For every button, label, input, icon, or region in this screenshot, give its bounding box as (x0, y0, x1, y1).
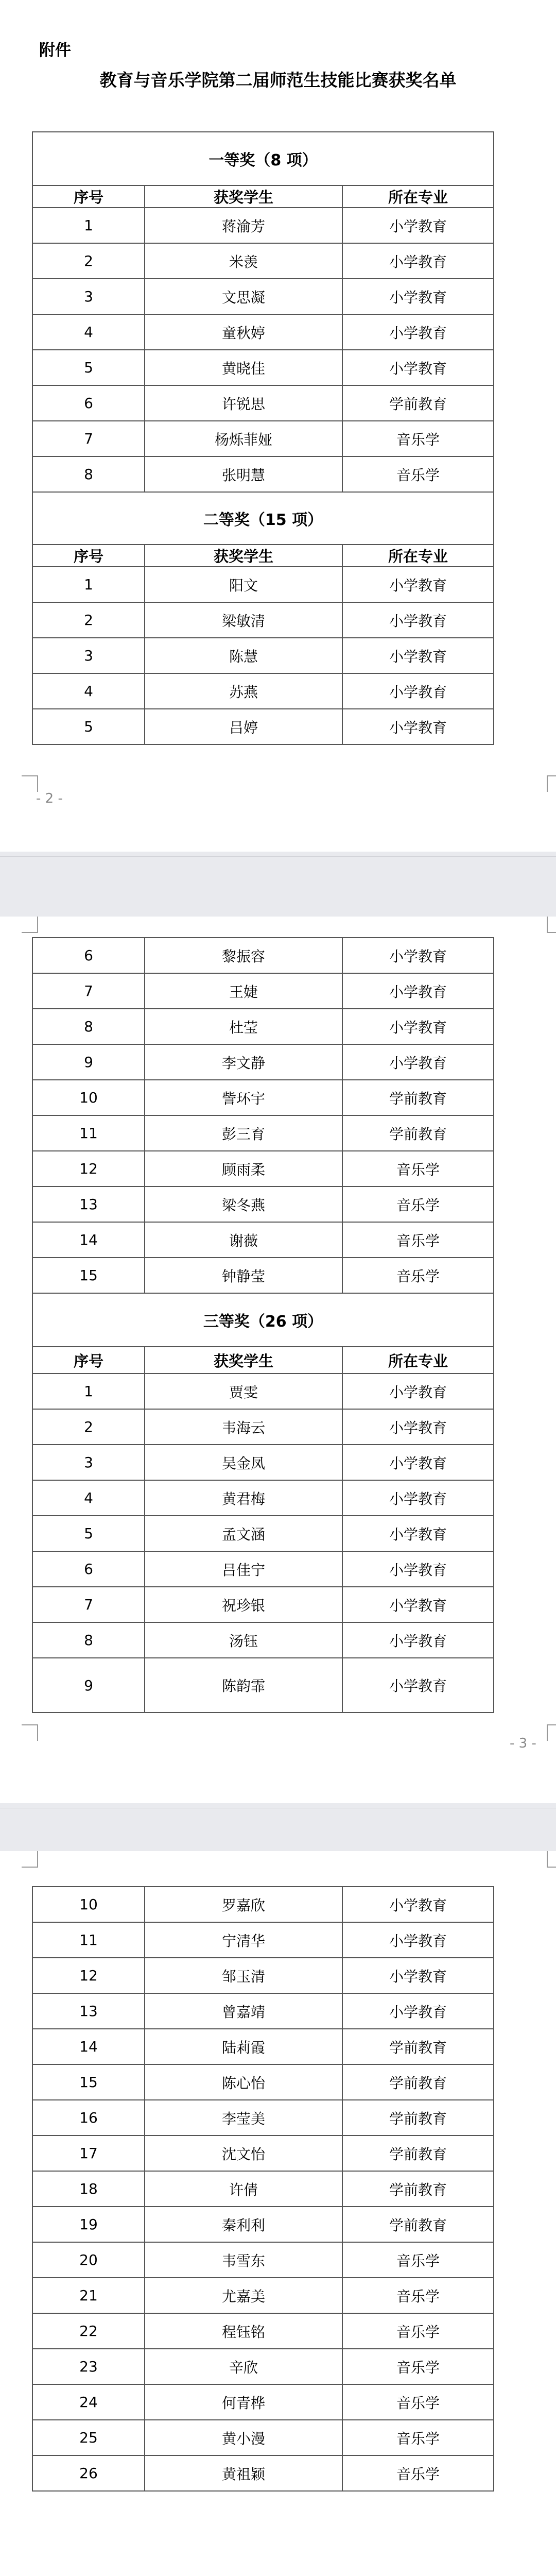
section-title-first-prize: 一等奖（8 项） (32, 132, 494, 185)
cell-student-name: 邹玉清 (145, 1958, 342, 1993)
cell-index: 8 (32, 1009, 145, 1044)
cell-index: 1 (32, 1374, 145, 1409)
cell-index: 13 (32, 1993, 145, 2029)
cell-major: 小学教育 (342, 1445, 494, 1480)
first-prize-rows (32, 208, 494, 492)
cell-index: 16 (32, 2100, 145, 2136)
cell-student-name: 汤钰 (145, 1622, 342, 1658)
cell-major: 音乐学 (342, 2278, 494, 2313)
table-row (32, 456, 494, 492)
cell-student-name: 宁清华 (145, 1922, 342, 1958)
third-prize-rows-page-3 (32, 1374, 494, 1658)
cell-major: 音乐学 (342, 2420, 494, 2455)
cell-major: 学前教育 (342, 2207, 494, 2242)
cell-index: 17 (32, 2136, 145, 2171)
table-header-row (32, 545, 494, 567)
cell-student-name: 米羡 (145, 243, 342, 279)
table-row (32, 2349, 494, 2384)
table-row (32, 1151, 494, 1187)
crop-mark (547, 775, 556, 792)
cell-index: 23 (32, 2349, 145, 2384)
cell-student-name: 陈韵霏 (145, 1658, 342, 1713)
table-row (32, 1658, 494, 1713)
cell-student-name: 梁冬燕 (145, 1187, 342, 1222)
cell-index: 15 (32, 2064, 145, 2100)
cell-major: 学前教育 (342, 2136, 494, 2171)
header-index: 序号 (32, 185, 145, 208)
cell-major: 小学教育 (342, 1587, 494, 1622)
table-row (32, 2136, 494, 2171)
awards-table-body-page-2 (32, 132, 494, 208)
cell-index: 6 (32, 1551, 145, 1587)
cell-student-name: 訾环宇 (145, 1080, 342, 1115)
cell-index: 22 (32, 2313, 145, 2349)
cell-major: 音乐学 (342, 1258, 494, 1293)
cell-student-name: 黄小漫 (145, 2420, 342, 2455)
cell-index: 26 (32, 2455, 145, 2491)
cell-major: 小学教育 (342, 638, 494, 673)
cell-index: 2 (32, 1409, 145, 1445)
cell-student-name: 蒋渝芳 (145, 208, 342, 243)
cell-major: 小学教育 (342, 243, 494, 279)
cell-index: 9 (32, 1658, 145, 1713)
table-row (32, 1080, 494, 1115)
cell-major: 小学教育 (342, 350, 494, 385)
cell-index: 8 (32, 456, 145, 492)
table-row (32, 1551, 494, 1587)
table-row (32, 638, 494, 673)
cell-student-name: 阳文 (145, 567, 342, 602)
cell-student-name: 韦雪东 (145, 2242, 342, 2278)
cell-major: 音乐学 (342, 421, 494, 456)
cell-student-name: 钟静莹 (145, 1258, 342, 1293)
table-row (32, 208, 494, 243)
section-row-second-prize (32, 492, 494, 545)
cell-student-name: 李文静 (145, 1044, 342, 1080)
cell-student-name: 李莹美 (145, 2100, 342, 2136)
table-row (32, 1587, 494, 1622)
cell-major: 学前教育 (342, 1080, 494, 1115)
cell-major: 音乐学 (342, 2455, 494, 2491)
cell-index: 13 (32, 1187, 145, 1222)
table-row (32, 2455, 494, 2491)
second-prize-rows-page-3 (32, 938, 494, 1293)
table-row (32, 279, 494, 314)
cell-major: 音乐学 (342, 2349, 494, 2384)
cell-student-name: 曾嘉靖 (145, 1993, 342, 2029)
cell-index: 14 (32, 1222, 145, 1258)
cell-major: 小学教育 (342, 709, 494, 744)
cell-major: 小学教育 (342, 1009, 494, 1044)
table-row (32, 2207, 494, 2242)
cell-major: 小学教育 (342, 1922, 494, 1958)
table-row (32, 2064, 494, 2100)
cell-major: 音乐学 (342, 2384, 494, 2420)
cell-index: 10 (32, 1080, 145, 1115)
table-row (32, 1374, 494, 1409)
table-row (32, 1622, 494, 1658)
cell-index: 7 (32, 973, 145, 1009)
cell-index: 1 (32, 567, 145, 602)
cell-major: 音乐学 (342, 2313, 494, 2349)
cell-index: 6 (32, 385, 145, 421)
cell-major: 音乐学 (342, 1222, 494, 1258)
cell-major: 小学教育 (342, 602, 494, 638)
cell-student-name: 祝珍银 (145, 1587, 342, 1622)
table-row (32, 1445, 494, 1480)
cell-major: 音乐学 (342, 1187, 494, 1222)
cell-index: 10 (32, 1887, 145, 1922)
section-title-third-prize: 三等奖（26 项） (32, 1293, 494, 1347)
section-title-second-prize: 二等奖（15 项） (32, 492, 494, 545)
crop-mark (22, 1851, 38, 1868)
cell-index: 7 (32, 1587, 145, 1622)
cell-index: 7 (32, 421, 145, 456)
table-row (32, 2313, 494, 2349)
page-number: - 2 - (36, 791, 63, 806)
cell-student-name: 顾雨柔 (145, 1151, 342, 1187)
cell-index: 18 (32, 2171, 145, 2207)
cell-index: 9 (32, 1044, 145, 1080)
awards-table-page-4 (32, 1886, 494, 2492)
second-prize-head (32, 492, 494, 567)
cell-major: 小学教育 (342, 973, 494, 1009)
cell-major: 小学教育 (342, 279, 494, 314)
table-row (32, 1409, 494, 1445)
cell-index: 25 (32, 2420, 145, 2455)
table-row (32, 1887, 494, 1922)
cell-student-name: 童秋婷 (145, 314, 342, 350)
cell-student-name: 梁敏清 (145, 602, 342, 638)
third-prize-rows-page-4 (32, 1887, 494, 2491)
table-row (32, 421, 494, 456)
cell-major: 小学教育 (342, 1958, 494, 1993)
cell-student-name: 秦利利 (145, 2207, 342, 2242)
cell-index: 12 (32, 1151, 145, 1187)
document-page-2 (0, 0, 556, 852)
table-row (32, 973, 494, 1009)
header-student: 获奖学生 (145, 545, 342, 567)
header-major: 所在专业 (342, 185, 494, 208)
cell-student-name: 陆莉霞 (145, 2029, 342, 2064)
crop-mark (547, 917, 556, 933)
cell-index: 2 (32, 602, 145, 638)
section-row-first-prize (32, 132, 494, 185)
cell-index: 12 (32, 1958, 145, 1993)
table-row (32, 938, 494, 973)
header-major: 所在专业 (342, 545, 494, 567)
cell-index: 1 (32, 208, 145, 243)
cell-major: 小学教育 (342, 1887, 494, 1922)
cell-student-name: 彭三育 (145, 1115, 342, 1151)
table-header-row (32, 1347, 494, 1374)
cell-index: 4 (32, 1480, 145, 1516)
cell-index: 14 (32, 2029, 145, 2064)
document-title: 教育与音乐学院第二届师范生技能比赛获奖名单 (99, 70, 457, 90)
header-index: 序号 (32, 545, 145, 567)
header-student: 获奖学生 (145, 185, 342, 208)
cell-major: 小学教育 (342, 208, 494, 243)
header-index: 序号 (32, 1347, 145, 1374)
awards-table-page-3 (32, 937, 494, 1713)
cell-index: 5 (32, 1516, 145, 1551)
cell-major: 小学教育 (342, 673, 494, 709)
cell-student-name: 陈心怡 (145, 2064, 342, 2100)
crop-mark (22, 1724, 38, 1741)
table-row (32, 1187, 494, 1222)
cell-index: 19 (32, 2207, 145, 2242)
cell-major: 学前教育 (342, 2100, 494, 2136)
cell-index: 11 (32, 1922, 145, 1958)
third-prize-rows-page-3-tall (32, 1658, 494, 1713)
cell-index: 21 (32, 2278, 145, 2313)
table-row (32, 2029, 494, 2064)
cell-student-name: 许锐思 (145, 385, 342, 421)
cell-major: 学前教育 (342, 2064, 494, 2100)
cell-major: 小学教育 (342, 1622, 494, 1658)
cell-student-name: 杜莹 (145, 1009, 342, 1044)
crop-mark (547, 1851, 556, 1868)
cell-major: 小学教育 (342, 1480, 494, 1516)
third-prize-head (32, 1293, 494, 1374)
second-prize-rows-page-2 (32, 567, 494, 744)
cell-major: 学前教育 (342, 1115, 494, 1151)
table-row (32, 1958, 494, 1993)
cell-student-name: 程钰铭 (145, 2313, 342, 2349)
cell-major: 小学教育 (342, 1658, 494, 1713)
crop-mark (22, 775, 38, 792)
cell-student-name: 陈慧 (145, 638, 342, 673)
cell-student-name: 吕婷 (145, 709, 342, 744)
document-page-3 (0, 917, 556, 1803)
cell-student-name: 尤嘉美 (145, 2278, 342, 2313)
cell-index: 20 (32, 2242, 145, 2278)
cell-major: 小学教育 (342, 314, 494, 350)
cell-index: 24 (32, 2384, 145, 2420)
cell-student-name: 何青桦 (145, 2384, 342, 2420)
cell-major: 学前教育 (342, 2029, 494, 2064)
table-row (32, 1009, 494, 1044)
table-row (32, 314, 494, 350)
cell-major: 音乐学 (342, 456, 494, 492)
cell-major: 小学教育 (342, 1374, 494, 1409)
cell-student-name: 苏燕 (145, 673, 342, 709)
cell-index: 2 (32, 243, 145, 279)
table-row (32, 709, 494, 744)
cell-index: 5 (32, 709, 145, 744)
table-row (32, 1516, 494, 1551)
table-row (32, 2242, 494, 2278)
cell-major: 小学教育 (342, 938, 494, 973)
cell-index: 4 (32, 314, 145, 350)
table-row (32, 350, 494, 385)
page-separator (0, 856, 556, 857)
cell-major: 学前教育 (342, 385, 494, 421)
table-row (32, 567, 494, 602)
table-row (32, 385, 494, 421)
cell-index: 11 (32, 1115, 145, 1151)
header-major: 所在专业 (342, 1347, 494, 1374)
awards-table-page-2 (32, 131, 494, 745)
cell-student-name: 沈文怡 (145, 2136, 342, 2171)
cell-major: 音乐学 (342, 1151, 494, 1187)
table-row (32, 2384, 494, 2420)
cell-student-name: 韦海云 (145, 1409, 342, 1445)
table-row (32, 1115, 494, 1151)
cell-major: 小学教育 (342, 1409, 494, 1445)
cell-student-name: 辛欣 (145, 2349, 342, 2384)
table-row (32, 2100, 494, 2136)
cell-major: 小学教育 (342, 1551, 494, 1587)
crop-mark (547, 1724, 556, 1741)
table-row (32, 1044, 494, 1080)
cell-index: 3 (32, 279, 145, 314)
cell-student-name: 孟文涵 (145, 1516, 342, 1551)
cell-major: 小学教育 (342, 1516, 494, 1551)
cell-student-name: 杨烁菲娅 (145, 421, 342, 456)
cell-index: 4 (32, 673, 145, 709)
cell-index: 5 (32, 350, 145, 385)
table-row (32, 1480, 494, 1516)
attachment-label: 附件 (39, 41, 71, 60)
cell-student-name: 贾雯 (145, 1374, 342, 1409)
cell-student-name: 黎振容 (145, 938, 342, 973)
header-student: 获奖学生 (145, 1347, 342, 1374)
table-row (32, 243, 494, 279)
cell-major: 音乐学 (342, 2242, 494, 2278)
page-number: - 3 - (510, 1736, 536, 1751)
table-row (32, 2171, 494, 2207)
table-row (32, 1993, 494, 2029)
cell-major: 小学教育 (342, 1044, 494, 1080)
cell-student-name: 文思凝 (145, 279, 342, 314)
cell-student-name: 许倩 (145, 2171, 342, 2207)
cell-index: 6 (32, 938, 145, 973)
table-header-row (32, 185, 494, 208)
table-row (32, 2420, 494, 2455)
table-row (32, 602, 494, 638)
cell-student-name: 黄君梅 (145, 1480, 342, 1516)
section-row-third-prize (32, 1293, 494, 1347)
table-row (32, 1922, 494, 1958)
cell-index: 3 (32, 1445, 145, 1480)
cell-student-name: 罗嘉欣 (145, 1887, 342, 1922)
cell-index: 3 (32, 638, 145, 673)
cell-major: 小学教育 (342, 567, 494, 602)
cell-index: 15 (32, 1258, 145, 1293)
cell-student-name: 黄晓佳 (145, 350, 342, 385)
cell-student-name: 吴金凤 (145, 1445, 342, 1480)
table-row (32, 1222, 494, 1258)
cell-student-name: 王婕 (145, 973, 342, 1009)
cell-student-name: 张明慧 (145, 456, 342, 492)
cell-major: 小学教育 (342, 1993, 494, 2029)
document-page-4 (0, 1851, 556, 2576)
table-row (32, 1258, 494, 1293)
cell-major: 学前教育 (342, 2171, 494, 2207)
table-row (32, 2278, 494, 2313)
cell-student-name: 黄祖颖 (145, 2455, 342, 2491)
table-row (32, 673, 494, 709)
crop-mark (22, 917, 38, 933)
cell-index: 8 (32, 1622, 145, 1658)
cell-student-name: 吕佳宁 (145, 1551, 342, 1587)
cell-student-name: 谢薇 (145, 1222, 342, 1258)
